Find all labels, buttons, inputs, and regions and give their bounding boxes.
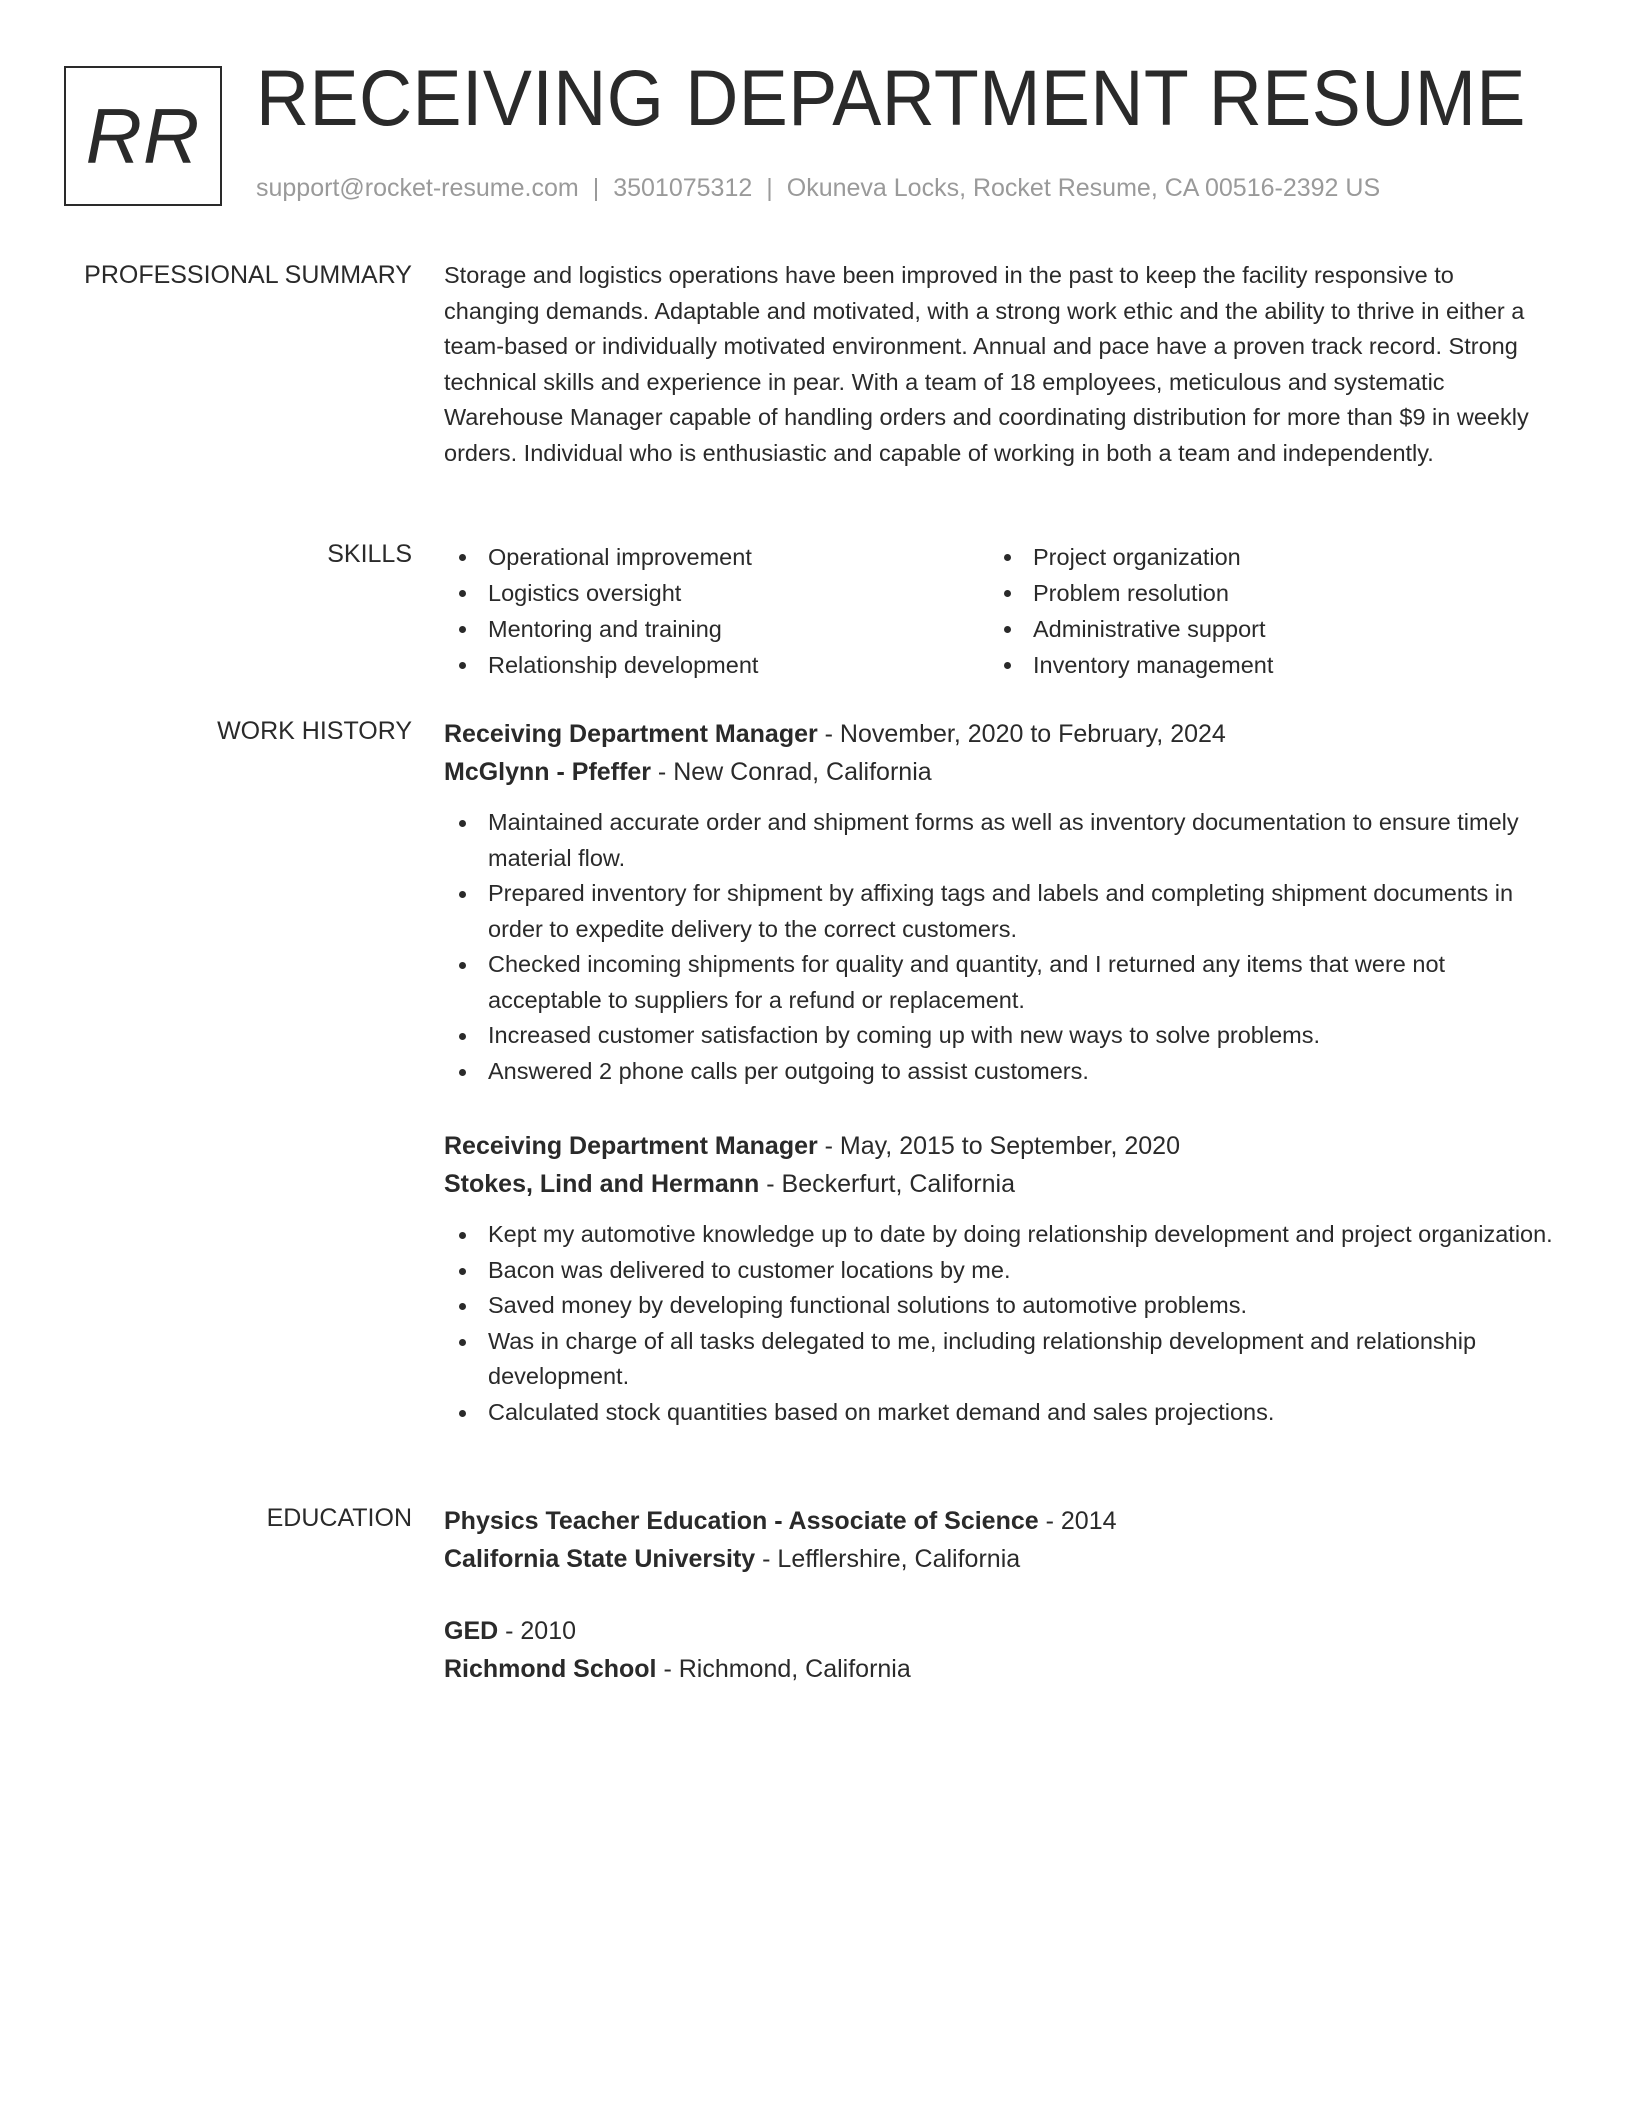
contact-phone: 3501075312 bbox=[613, 174, 753, 202]
job-entry bbox=[444, 715, 1554, 1089]
education-entry bbox=[444, 1502, 1554, 1578]
school: California State University bbox=[444, 1545, 756, 1573]
work-history-heading: WORK HISTORY bbox=[217, 717, 412, 745]
contact-line bbox=[256, 174, 1380, 203]
job-bullet: Maintained accurate order and shipment forms as well as inventory documentation to ensure timely material flow. bbox=[444, 805, 1554, 876]
school-line bbox=[444, 1650, 1554, 1688]
skill-item: Relationship development bbox=[444, 647, 989, 683]
skill-item: Mentoring and training bbox=[444, 611, 989, 647]
skill-item: Inventory management bbox=[989, 647, 1534, 683]
job-title: Receiving Department Manager bbox=[444, 1132, 818, 1160]
degree-line bbox=[444, 1502, 1554, 1540]
skill-item: Project organization bbox=[989, 539, 1534, 575]
skills-list-right bbox=[989, 539, 1534, 683]
monogram-logo: RR bbox=[64, 66, 222, 206]
contact-address: Okuneva Locks, Rocket Resume, CA 00516-2392 US bbox=[786, 174, 1381, 202]
job-company: Stokes, Lind and Hermann bbox=[444, 1170, 760, 1198]
job-bullet: Saved money by developing functional solutions to automotive problems. bbox=[444, 1288, 1554, 1324]
resume-title: RECEIVING DEPARTMENT RESUME bbox=[256, 53, 1526, 142]
summary-text: Storage and logistics operations have been improved in the past to keep the facility responsive to changing demands. Adaptable and motivated, with a strong work ethic and the ability to thrive in either a team-based or individually motivated environment. Annual and pace have a proven track record. Strong technical skills and experience in pear. With a team of 18 employees, meticulous and systematic Warehouse Manager capable of handling orders and coordinating distribution for more than $9 in weekly orders. Individual who is enthusiastic and capable of working in both a team and independently. bbox=[444, 262, 1529, 466]
job-bullet: Checked incoming shipments for quality and quantity, and I returned any items that were not acceptable to suppliers for a refund or replacement. bbox=[444, 947, 1554, 1018]
job-bullet: Answered 2 phone calls per outgoing to assist customers. bbox=[444, 1054, 1554, 1090]
job-entry bbox=[444, 1127, 1554, 1430]
job-bullet: Bacon was delivered to customer locations by me. bbox=[444, 1253, 1554, 1289]
job-company: McGlynn - Pfeffer bbox=[444, 758, 651, 786]
skill-item: Operational improvement bbox=[444, 539, 989, 575]
job-title: Receiving Department Manager bbox=[444, 720, 818, 748]
job-bullets bbox=[444, 805, 1554, 1089]
skill-item: Problem resolution bbox=[989, 575, 1534, 611]
contact-separator: | bbox=[766, 174, 773, 202]
degree: Physics Teacher Education - Associate of Science bbox=[444, 1507, 1039, 1535]
skills-heading: SKILLS bbox=[327, 540, 412, 568]
degree-line bbox=[444, 1612, 1554, 1650]
job-dates: - November, 2020 to February, 2024 bbox=[817, 720, 1226, 748]
contact-separator: | bbox=[592, 174, 600, 202]
job-company-line bbox=[444, 753, 1554, 791]
school-location: - Richmond, California bbox=[656, 1655, 911, 1683]
job-location: - Beckerfurt, California bbox=[759, 1170, 1015, 1198]
job-bullet: Calculated stock quantities based on market demand and sales projections. bbox=[444, 1395, 1554, 1431]
job-bullet: Kept my automotive knowledge up to date by doing relationship development and project organization. bbox=[444, 1217, 1554, 1253]
job-title-line bbox=[444, 1127, 1554, 1165]
job-dates: - May, 2015 to September, 2020 bbox=[817, 1132, 1180, 1160]
skill-item: Logistics oversight bbox=[444, 575, 989, 611]
degree: GED bbox=[444, 1617, 499, 1645]
degree-year: - 2014 bbox=[1038, 1507, 1117, 1535]
education-heading: EDUCATION bbox=[266, 1504, 412, 1532]
skills-list-left bbox=[444, 539, 989, 683]
job-location: - New Conrad, California bbox=[650, 758, 932, 786]
skill-item: Administrative support bbox=[989, 611, 1534, 647]
school-line bbox=[444, 1540, 1554, 1578]
school: Richmond School bbox=[444, 1655, 657, 1683]
job-company-line bbox=[444, 1165, 1554, 1203]
contact-email: support@rocket-resume.com bbox=[256, 174, 579, 202]
job-title-line bbox=[444, 715, 1554, 753]
job-bullet: Prepared inventory for shipment by affixing tags and labels and completing shipment documents in order to expedite delivery to the correct customers. bbox=[444, 876, 1554, 947]
degree-year: - 2010 bbox=[498, 1617, 577, 1645]
job-bullets bbox=[444, 1217, 1554, 1430]
school-location: - Lefflershire, California bbox=[755, 1545, 1021, 1573]
job-bullet: Increased customer satisfaction by coming up with new ways to solve problems. bbox=[444, 1018, 1554, 1054]
education-entry bbox=[444, 1612, 1554, 1688]
summary-heading: PROFESSIONAL SUMMARY bbox=[84, 261, 412, 289]
job-bullet: Was in charge of all tasks delegated to me, including relationship development and relationship development. bbox=[444, 1324, 1554, 1395]
